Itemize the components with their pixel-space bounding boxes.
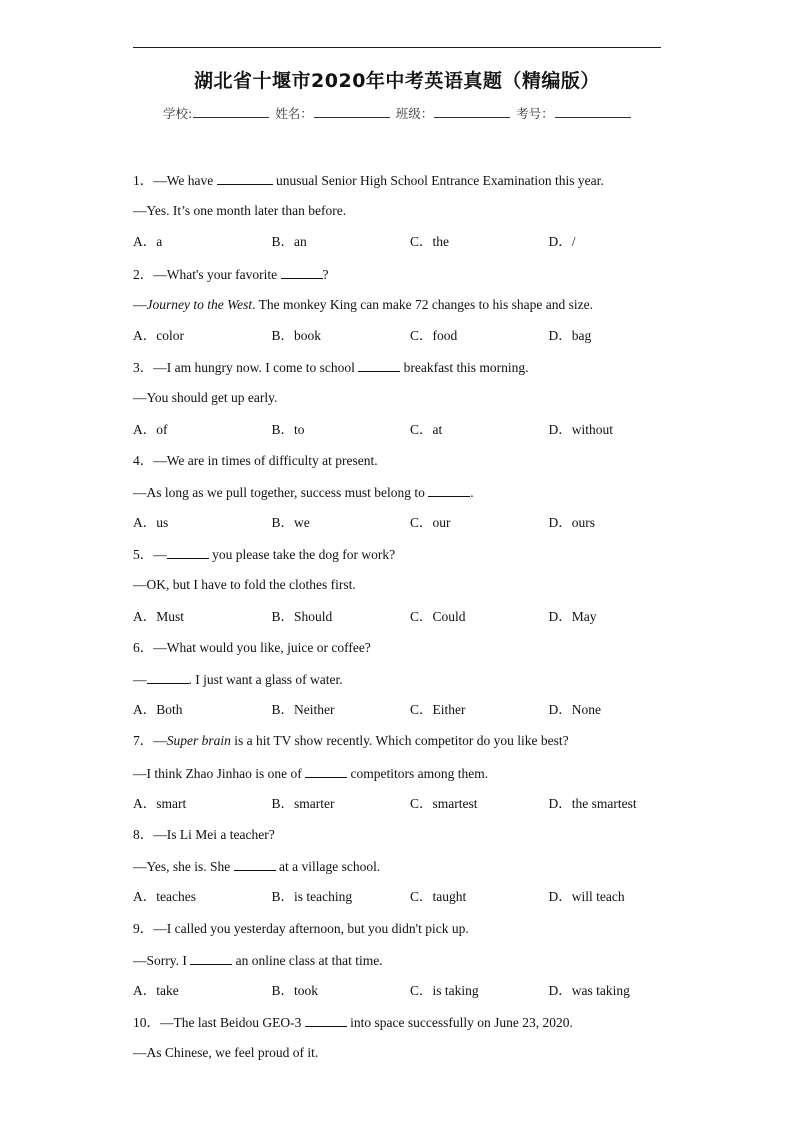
reply-text: competitors among them.	[347, 765, 489, 781]
option-d: D．/	[548, 234, 576, 250]
number-field	[516, 104, 631, 122]
top-rule	[133, 47, 661, 48]
question-reply	[133, 575, 693, 606]
question-reply	[133, 856, 693, 887]
question-prompt	[133, 731, 693, 762]
answer-blank	[217, 170, 273, 185]
reply-text: .	[470, 484, 474, 500]
question-reply	[133, 482, 693, 513]
option-d: D．was taking	[548, 982, 630, 998]
class-field	[396, 104, 511, 122]
option-c: C．at	[410, 421, 443, 437]
reply-text: —I think Zhao Jinhao is one of	[133, 765, 306, 781]
option-row	[133, 513, 693, 544]
prompt-text: 3．—I am hungry now. I come to school	[133, 360, 359, 376]
reply-text: . The monkey King can make 72 changes to his shape and size.	[252, 296, 594, 312]
prompt-text: 6．—What would you like, juice or coffee?	[133, 639, 371, 655]
option-a: A．of	[133, 421, 168, 437]
option-d: D．the smartest	[548, 795, 637, 811]
option-a: A．us	[133, 515, 169, 531]
question-reply	[133, 669, 693, 700]
option-b: B．we	[271, 515, 310, 531]
reply-text: —Yes, she is. She	[133, 859, 234, 875]
question-prompt	[133, 170, 693, 201]
prompt-text: ?	[322, 266, 329, 282]
option-d: D．May	[548, 608, 597, 624]
option-row	[133, 794, 693, 825]
option-d: D．None	[548, 702, 601, 718]
option-row	[133, 326, 693, 357]
answer-blank	[358, 357, 400, 372]
answer-blank	[167, 544, 209, 559]
option-a: A．take	[133, 982, 179, 998]
option-b: B．smarter	[271, 795, 335, 811]
option-row	[133, 420, 693, 451]
option-b: B．to	[271, 421, 305, 437]
name-blank	[314, 104, 390, 118]
option-a: A．a	[133, 234, 163, 250]
option-a: A．color	[133, 327, 184, 343]
prompt-text: into space successfully on June 23, 2020.	[346, 1015, 573, 1031]
option-c: C．is taking	[410, 982, 479, 998]
answer-blank	[190, 950, 232, 965]
option-b: B．Neither	[271, 702, 335, 718]
reply-text: . I just want a glass of water.	[188, 672, 343, 687]
reply-text: —As long as we pull together, success must belong to	[133, 484, 429, 500]
option-c: C．Could	[410, 608, 466, 624]
student-info-row	[163, 104, 683, 122]
option-d: D．bag	[548, 327, 592, 343]
answer-blank	[281, 264, 323, 279]
question-prompt	[133, 1012, 693, 1043]
class-label: 班级：	[395, 106, 434, 121]
question-list	[133, 170, 693, 1074]
answer-blank	[234, 856, 276, 871]
reply-text: —Sorry. I	[133, 952, 191, 968]
option-b: B．an	[271, 234, 307, 250]
option-c: C．our	[410, 515, 451, 531]
option-row	[133, 607, 693, 638]
question-reply	[133, 201, 693, 232]
page-title: 湖北省十堰市2020年中考英语真题（精编版）	[194, 70, 600, 92]
option-row	[133, 232, 693, 263]
question-reply	[133, 763, 693, 794]
option-c: C．taught	[410, 889, 467, 905]
question-prompt	[133, 544, 693, 575]
name-label: 姓名：	[275, 106, 313, 121]
prompt-text: 5．—	[133, 547, 167, 563]
option-d: D．without	[548, 421, 614, 437]
option-d: D．ours	[548, 515, 595, 531]
class-blank	[434, 104, 510, 118]
school-field	[163, 104, 269, 122]
option-b: B．took	[271, 982, 319, 998]
reply-text: at a village school.	[275, 859, 381, 875]
prompt-text: you please take the dog for work?	[208, 547, 396, 563]
number-blank	[555, 104, 631, 118]
book-title: Journey to the West	[146, 296, 253, 312]
option-a: A．Must	[133, 608, 185, 624]
option-a: A．teaches	[133, 889, 196, 905]
prompt-text: 8．—Is Li Mei a teacher?	[133, 826, 275, 842]
option-row	[133, 700, 693, 731]
reply-text: —You should get up early.	[133, 390, 278, 406]
answer-blank	[305, 1012, 347, 1027]
option-row	[133, 887, 693, 918]
question-prompt	[133, 264, 693, 295]
number-label: 考号：	[516, 106, 554, 121]
question-reply	[133, 950, 693, 981]
reply-text: —As Chinese, we feel proud of it.	[133, 1045, 319, 1061]
reply-text: —	[133, 672, 147, 687]
option-b: B．book	[271, 327, 322, 343]
option-c: C．food	[410, 327, 458, 343]
option-a: A．smart	[133, 795, 187, 811]
school-blank	[193, 104, 269, 118]
question-prompt	[133, 919, 693, 950]
question-reply: —Journey to the West. The monkey King can make 72 changes to his shape and size.	[133, 296, 594, 312]
prompt-text: 4．—We are in times of difficulty at present.	[133, 452, 378, 468]
option-b: B．Should	[271, 608, 333, 624]
question-reply	[133, 1043, 693, 1074]
prompt-text: 7．—	[133, 733, 167, 749]
prompt-text: 9．—I called you yesterday afternoon, but you didn't pick up.	[133, 920, 469, 936]
reply-text: —OK, but I have to fold the clothes first.	[133, 577, 356, 593]
answer-blank	[147, 669, 189, 684]
option-d: D．will teach	[548, 889, 625, 905]
option-c: C．smartest	[410, 795, 478, 811]
prompt-text: 10．—The last Beidou GEO-3	[133, 1015, 305, 1031]
reply-text: an online class at that time.	[232, 952, 383, 968]
prompt-text: 1．—We have	[133, 173, 217, 188]
question-prompt	[133, 357, 693, 388]
option-c: C．the	[410, 234, 449, 250]
option-a: A．Both	[133, 702, 183, 718]
school-label: 学校:	[163, 106, 193, 121]
answer-blank	[305, 763, 347, 778]
prompt-text: 2．—What's your favorite	[133, 266, 281, 282]
reply-text: —Yes. It’s one month later than before.	[133, 203, 347, 219]
question-reply	[133, 388, 693, 419]
option-row	[133, 981, 693, 1012]
prompt-text: unusual Senior High School Entrance Examination this year.	[272, 173, 604, 188]
answer-blank	[428, 482, 470, 497]
question-prompt	[133, 451, 693, 482]
show-title: Super brain	[166, 733, 231, 749]
question-prompt	[133, 638, 693, 669]
option-c: C．Either	[410, 702, 466, 718]
prompt-text: is a hit TV show recently. Which competitor do you like best?	[230, 733, 569, 749]
prompt-text: breakfast this morning.	[400, 360, 529, 376]
question-prompt	[133, 825, 693, 856]
name-field	[275, 104, 390, 122]
option-b: B．is teaching	[271, 889, 353, 905]
